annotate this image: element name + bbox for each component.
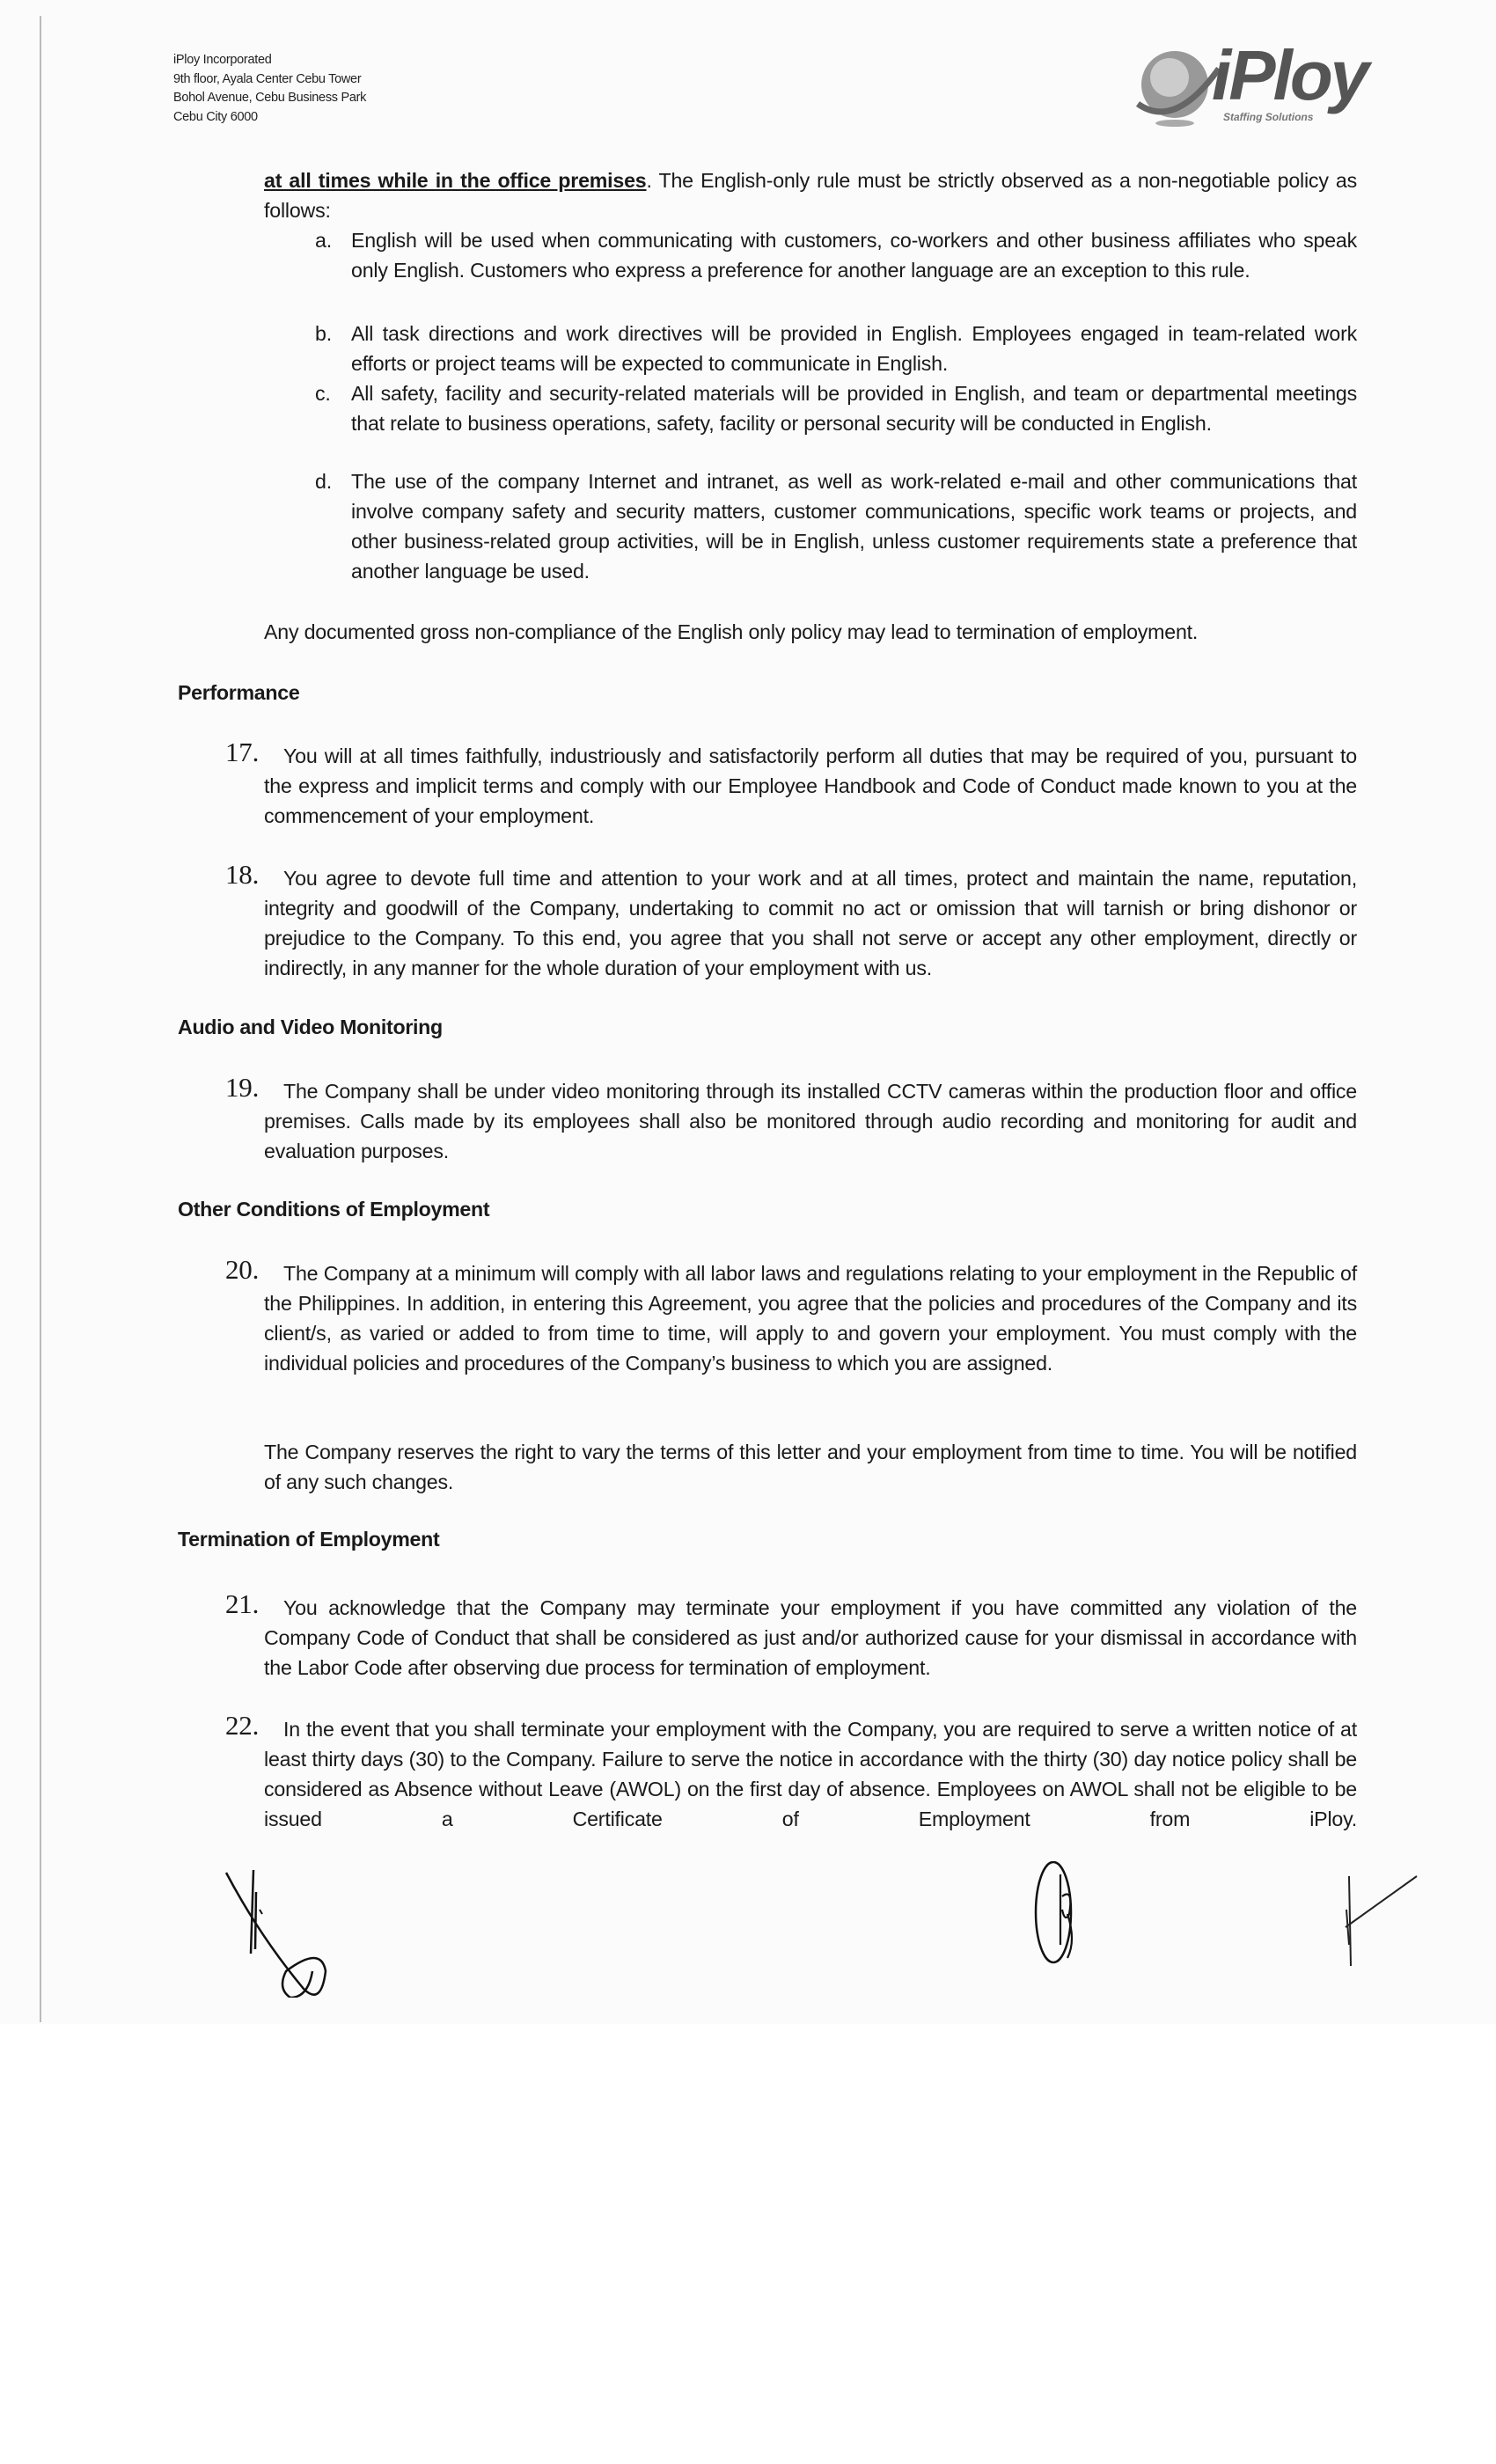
list-item [315, 225, 1357, 285]
address-line: Bohol Avenue, Cebu Business Park [173, 91, 367, 105]
noncompliance-text: Any documented gross non-compliance of the English only policy may lead to termination of employment. [264, 620, 1199, 643]
item-marker: d. [315, 470, 332, 493]
clause-text: In the event that you shall terminate your employment with the Company, you are required to serve a written notice of at least thirty days (30) to the Company. Failure to serve the notice in accordance with the thirty (30) day notice policy shall be considered as Absence without Leave (AWOL) on the first day of absence. Employees on AWOL shall not be eligible to be issued a Certificate of Employment from iPloy. [264, 1718, 1357, 1830]
clause-number: 21. [225, 1588, 260, 1619]
address-line: 9th floor, Ayala Center Cebu Tower [173, 71, 362, 86]
clause-19 [225, 1072, 1357, 1166]
item-marker: a. [315, 229, 332, 252]
clause-22 [225, 1710, 1357, 1834]
clause-number: 18. [225, 859, 260, 890]
clause-20 [225, 1254, 1357, 1378]
item-marker: b. [315, 322, 332, 345]
item-text: All safety, facility and security-related materials will be provided in English, and team or departmental meetings that relate to business operations, safety, facility or personal security will be conducted in English. [351, 382, 1357, 435]
list-item [315, 466, 1357, 586]
logo-tagline: Staffing Solutions [1223, 111, 1314, 123]
section-heading-other-conditions: Other Conditions of Employment [178, 1198, 490, 1221]
list-item [315, 378, 1357, 438]
section-heading-termination: Termination of Employment [178, 1528, 440, 1551]
intro-text: . The English-only rule must be strictly observed as a non-negotiable policy as follows: [264, 169, 1357, 222]
section-heading-performance: Performance [178, 681, 300, 704]
letterhead-address [173, 51, 366, 127]
clause-text: You agree to devote full time and attention to your work and at all times, protect and maintain the name, reputation, integrity and goodwill of the Company, undertaking to commit no act or omission that will tarnish or bring dishonor or prejudice to the Company. To this end, you agree that you shall not serve or accept any other employment, directly or indirectly, in any manner for the whole duration of your employment with us. [264, 867, 1357, 979]
clause-text: The Company at a minimum will comply with all labor laws and regulations relating to your employment in the Republic of the Philippines. In addition, in entering this Agreement, you agree that the policies and procedures of the Company and its client/s, as varied or added to from time to time, will apply to and govern your employment. You must comply with the individual policies and procedures of the Company’s business to which you are assigned. [264, 1262, 1357, 1375]
signature-left [224, 1866, 374, 1998]
iploy-logo [1131, 36, 1368, 130]
address-line: Cebu City 6000 [173, 109, 258, 124]
clause-18 [225, 859, 1357, 983]
item-marker: c. [315, 382, 331, 405]
clause-number: 22. [225, 1710, 260, 1741]
list-item [315, 319, 1357, 378]
item-text: English will be used when communicating with customers, co-workers and other business affiliates who speak only English. Customers who express a preference for another language are an exception to this rule. [351, 229, 1357, 282]
page-edge [40, 16, 41, 2022]
signature-right [1342, 1874, 1421, 1971]
signature-middle [1034, 1861, 1104, 1971]
clause-21 [225, 1588, 1357, 1683]
clause-17 [225, 737, 1357, 831]
clause-text: You will at all times faithfully, industriously and satisfactorily perform all duties that may be required of you, pursuant to the express and implicit terms and comply with our Employee Handbook and Code of Conduct made known to you at the commencement of your employment. [264, 744, 1357, 827]
intro-paragraph [264, 165, 1357, 225]
clause-number: 19. [225, 1072, 260, 1103]
item-text: The use of the company Internet and intranet, as well as work-related e-mail and other communications that involve company safety and security matters, customer communications, specific work teams or projects, and other business-related group activities, will be in English, unless customer requirements state a preference that another language be used. [351, 470, 1357, 583]
section-heading-audio-video: Audio and Video Monitoring [178, 1016, 443, 1038]
clause-20-reservation: The Company reserves the right to vary the terms of this letter and your employment from time to time. You will be notified of any such changes. [264, 1441, 1357, 1493]
clause-number: 17. [225, 737, 260, 767]
clause-number: 20. [225, 1254, 260, 1285]
underlined-phrase: at all times while in the office premises [264, 169, 647, 192]
logo-wordmark: iPloy [1212, 36, 1368, 114]
item-text: All task directions and work directives will be provided in English. Employees engaged in team-related work efforts or project teams will be expected to communicate in English. [351, 322, 1357, 375]
address-line: iPloy Incorporated [173, 53, 272, 67]
clause-text: You acknowledge that the Company may terminate your employment if you have committed any violation of the Company Code of Conduct that shall be considered as just and/or authorized cause for your dismissal in accordance with the Labor Code after observing due process for termination of employment. [264, 1596, 1357, 1679]
clause-text: The Company shall be under video monitoring through its installed CCTV cameras within the production floor and office premises. Calls made by its employees shall also be monitored through audio recording and monitoring for audit and evaluation purposes. [264, 1080, 1357, 1162]
